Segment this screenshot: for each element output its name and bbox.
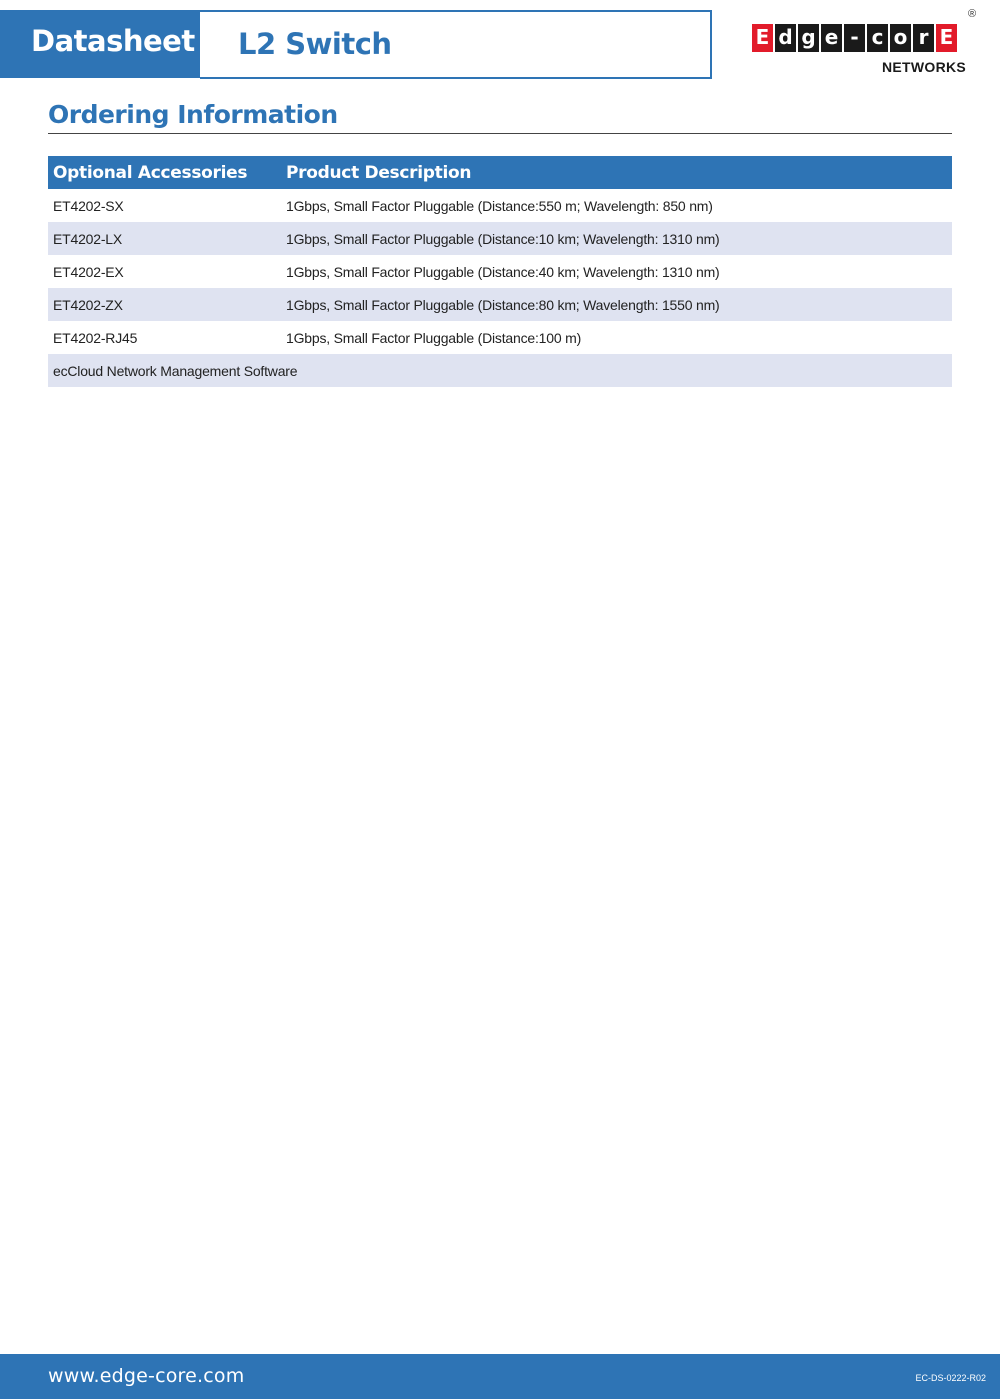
accessory-description: 1Gbps, Small Factor Pluggable (Distance:10 km; Wavelength: 1310 nm): [281, 222, 952, 255]
table-row: [48, 288, 952, 321]
logo-letter: r: [913, 24, 934, 52]
logo-letter: -: [844, 24, 865, 52]
logo-letter: o: [890, 24, 911, 52]
accessory-description: 1Gbps, Small Factor Pluggable (Distance:100 m): [286, 329, 582, 346]
logo-letter: E: [936, 24, 957, 52]
accessory-description: 1Gbps, Small Factor Pluggable (Distance:80 km; Wavelength: 1550 nm): [281, 288, 952, 321]
table-row: [48, 222, 952, 255]
logo-letter: d: [775, 24, 796, 52]
logo-subtitle: NETWORKS: [882, 59, 967, 75]
logo-letters: [752, 24, 957, 52]
table-row: [48, 255, 952, 288]
column-header-description: Product Description: [281, 156, 952, 189]
section-divider: [48, 133, 952, 134]
logo-letter: e: [821, 24, 842, 52]
table-header-row: [48, 156, 952, 189]
registered-mark: ®: [968, 8, 977, 20]
table-row: [48, 354, 952, 387]
column-header-accessories: Optional Accessories: [48, 156, 281, 189]
document-code: EC-DS-0222-R02: [915, 1373, 986, 1383]
header-product: L2 Switch: [238, 27, 392, 61]
website-link[interactable]: www.edge-core.com: [48, 1365, 245, 1387]
accessory-item: ET4202-EX: [53, 263, 124, 280]
table-row: [48, 321, 952, 354]
ordering-table: [48, 156, 952, 387]
footer-bar: [0, 1354, 1000, 1399]
logo-letter: g: [798, 24, 819, 52]
software-item: ecCloud Network Management Software: [48, 354, 952, 387]
header-label-block: [0, 10, 201, 78]
edgecore-logo: [752, 8, 982, 77]
accessory-item: ET4202-RJ45: [53, 329, 138, 346]
accessory-item: ET4202-LX: [48, 222, 281, 255]
accessory-description: 1Gbps, Small Factor Pluggable (Distance:40 km; Wavelength: 1310 nm): [286, 263, 720, 280]
header-product-block: [200, 10, 712, 79]
accessory-description: 1Gbps, Small Factor Pluggable (Distance:550 m; Wavelength: 850 nm): [286, 197, 713, 214]
logo-letter: c: [867, 24, 888, 52]
header-label: Datasheet: [31, 24, 195, 58]
table-row: [48, 189, 952, 222]
accessory-item: ET4202-ZX: [48, 288, 281, 321]
logo-letter: E: [752, 24, 773, 52]
accessory-item: ET4202-SX: [53, 197, 124, 214]
section-title: Ordering Information: [48, 100, 338, 129]
